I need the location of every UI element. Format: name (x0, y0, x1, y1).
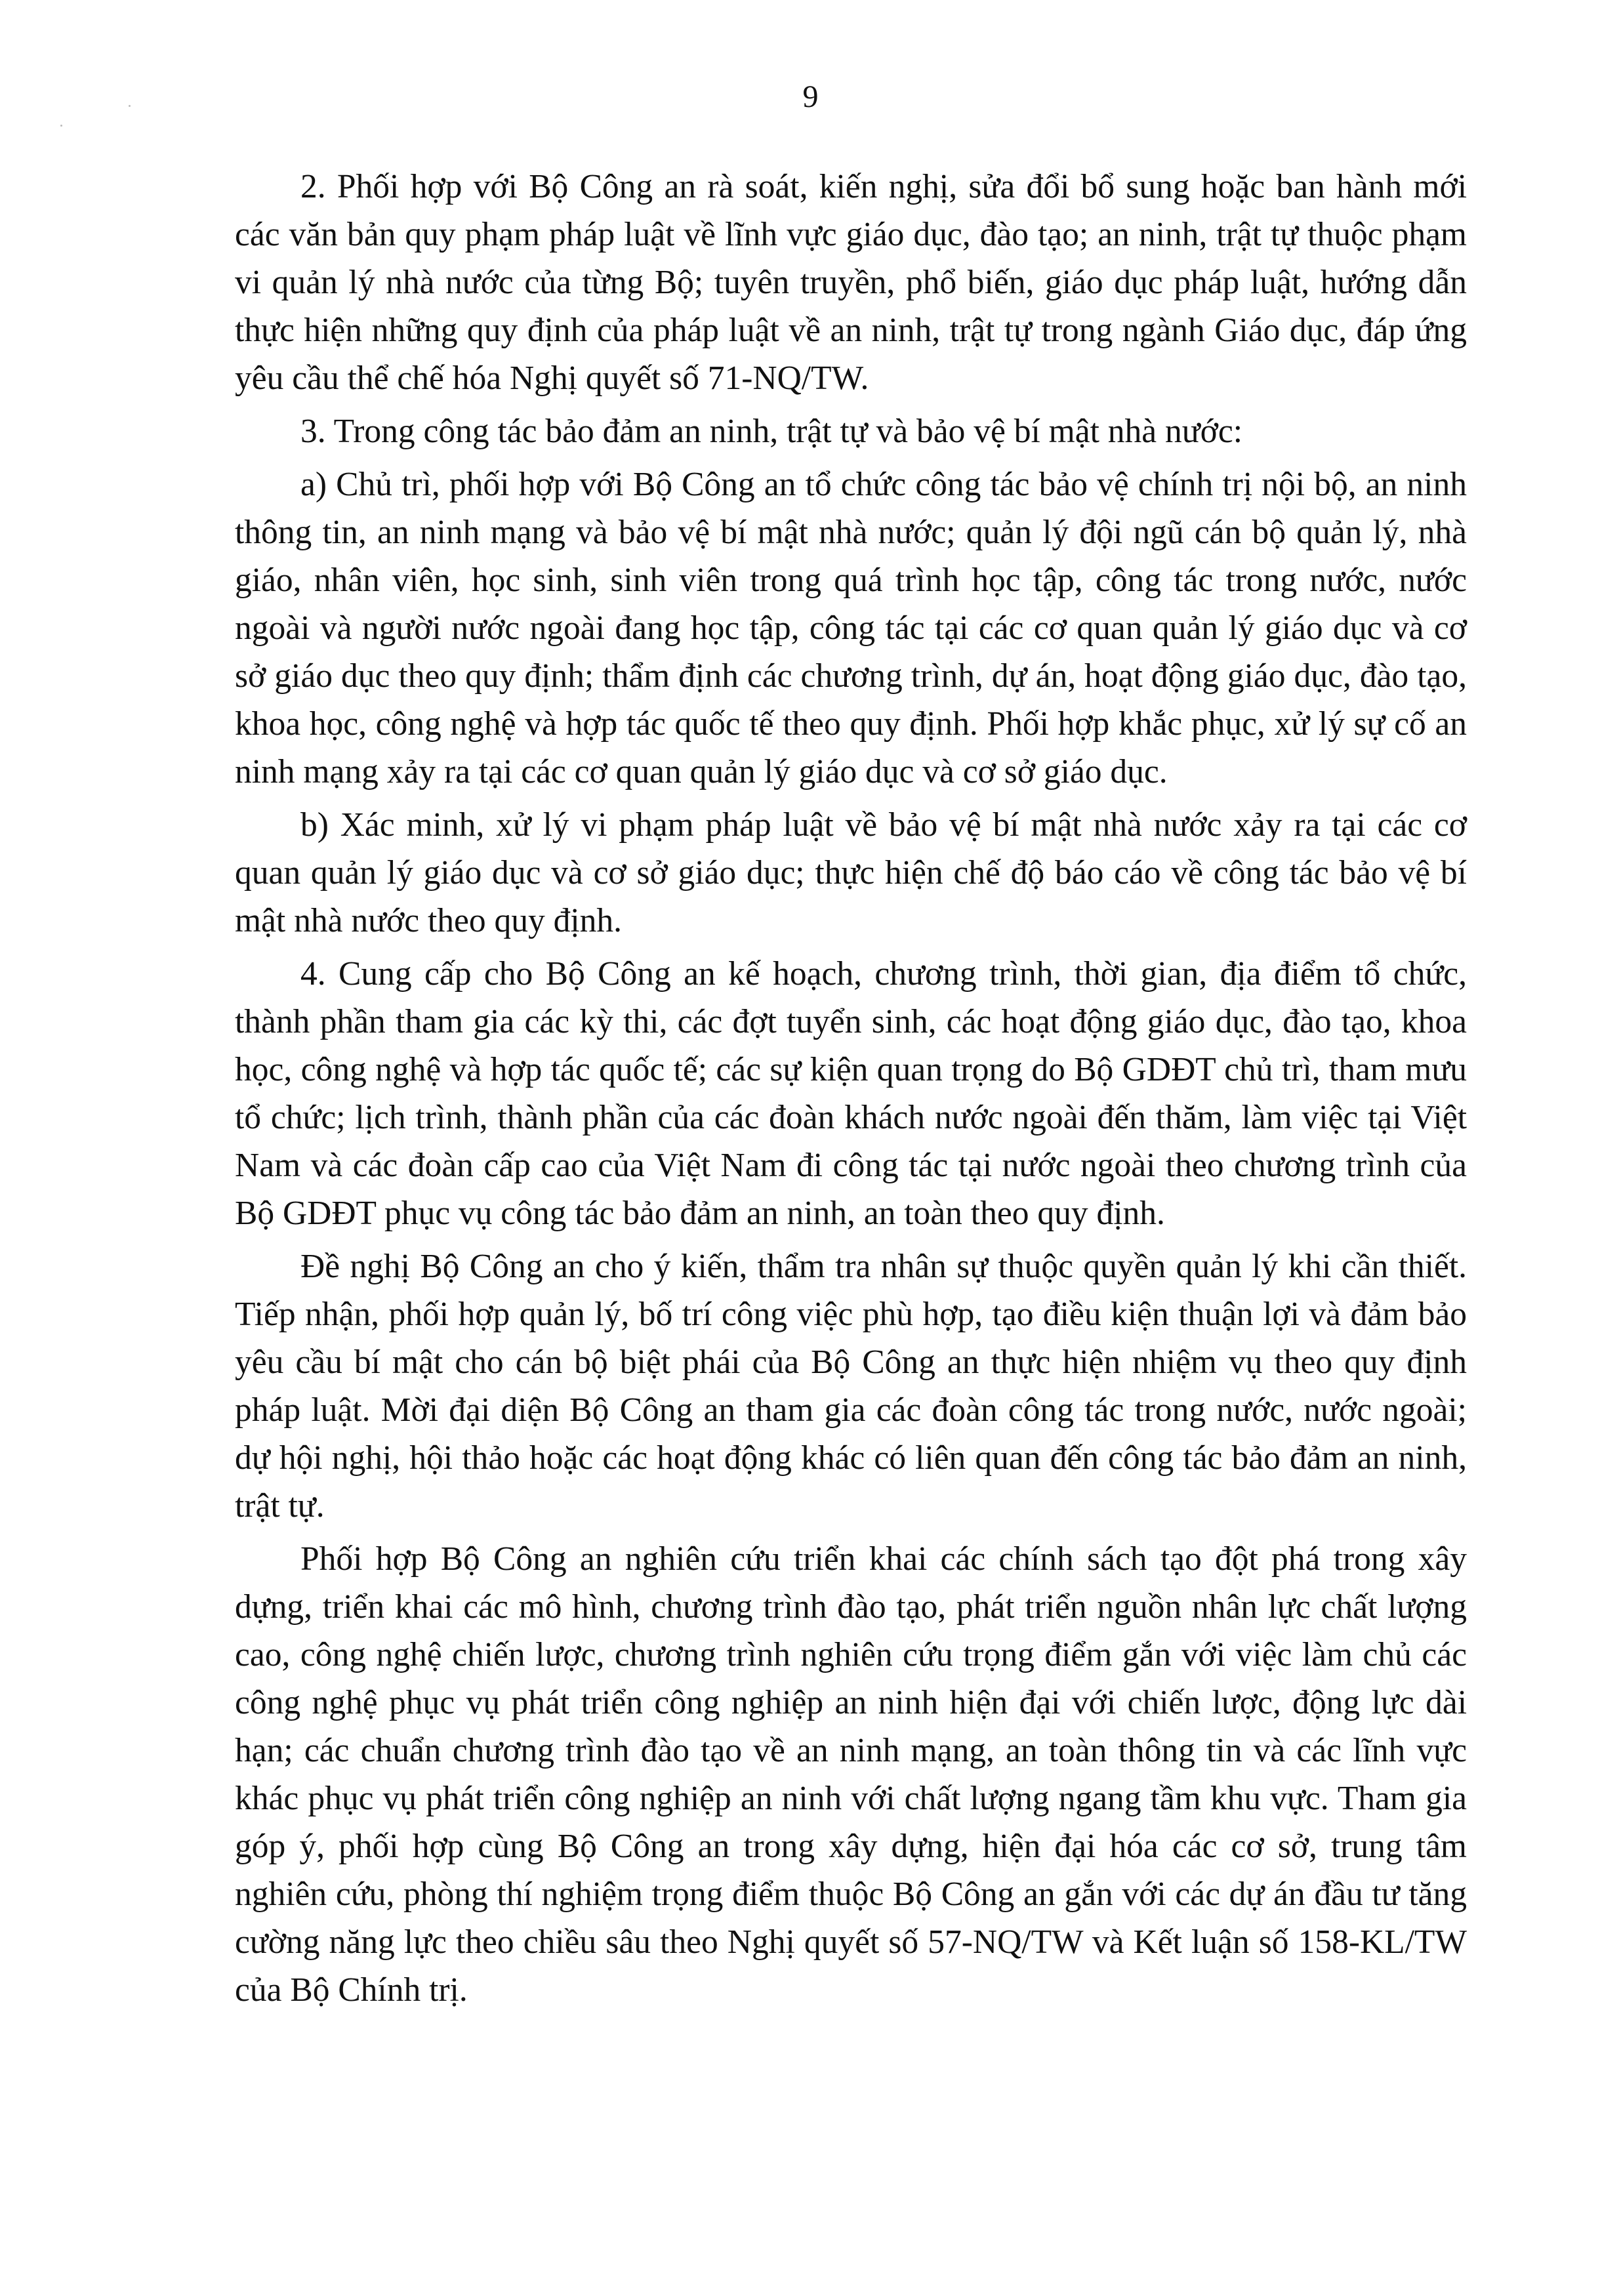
scan-speck (60, 125, 62, 127)
page-number: 9 (802, 79, 819, 114)
paragraph-request: Đề nghị Bộ Công an cho ý kiến, thẩm tra nhân sự thuộc quyền quản lý khi cần thiết. Tiếp nhận, phối hợp quản lý, bố trí công việc phù hợp, tạo điều kiện thuận lợi và đảm bảo yêu cầu bí mật cho cán bộ biệt phái của Bộ Công an thực hiện nhiệm vụ theo quy định pháp luật. Mời đại diện Bộ Công an tham gia các đoàn công tác trong nước, nước ngoài; dự hội nghị, hội thảo hoặc các hoạt động khác có liên quan đến công tác bảo đảm an ninh, trật tự. (235, 1248, 1467, 1525)
paragraph-research: Phối hợp Bộ Công an nghiên cứu triển khai các chính sách tạo đột phá trong xây dựng, triển khai các mô hình, chương trình đào tạo, phát triển nguồn nhân lực chất lượng cao, công nghệ chiến lược, chương trình nghiên cứu trọng điểm gắn với việc làm chủ các công nghệ phục vụ phát triển công nghiệp an ninh hiện đại với chiến lược, động lực dài hạn; các chuẩn chương trình đào tạo về an ninh mạng, an toàn thông tin và các lĩnh vực khác phục vụ phát triển công nghiệp an ninh với chất lượng ngang tầm khu vực. Tham gia góp ý, phối hợp cùng Bộ Công an trong xây dựng, hiện đại hóa các cơ sở, trung tâm nghiên cứu, phòng thí nghiệm trọng điểm thuộc Bộ Công an gắn với các dự án đầu tư tăng cường năng lực theo chiều sâu theo Nghị quyết số 57-NQ/TW và Kết luận số 158-KL/TW của Bộ Chính trị. (235, 1540, 1467, 2009)
paragraph-item-3: 3. Trong công tác bảo đảm an ninh, trật tự và bảo vệ bí mật nhà nước: (300, 413, 1243, 450)
paragraph-item-3b: b) Xác minh, xử lý vi phạm pháp luật về bảo vệ bí mật nhà nước xảy ra tại các cơ quan quản lý giáo dục và cơ sở giáo dục; thực hiện chế độ báo cáo về công tác bảo vệ bí mật nhà nước theo quy định. (235, 806, 1467, 939)
document-body (235, 163, 1467, 2019)
paragraph-item-4: 4. Cung cấp cho Bộ Công an kế hoạch, chương trình, thời gian, địa điểm tổ chức, thành phần tham gia các kỳ thi, các đợt tuyển sinh, các hoạt động giáo dục, đào tạo, khoa học, công nghệ và hợp tác quốc tế; các sự kiện quan trọng do Bộ GDĐT chủ trì, tham mưu tổ chức; lịch trình, thành phần của các đoàn khách nước ngoài đến thăm, làm việc tại Việt Nam và các đoàn cấp cao của Việt Nam đi công tác tại nước ngoài theo chương trình của Bộ GDĐT phục vụ công tác bảo đảm an ninh, an toàn theo quy định. (235, 955, 1467, 1232)
paragraph-item-2: 2. Phối hợp với Bộ Công an rà soát, kiến nghị, sửa đổi bổ sung hoặc ban hành mới các văn bản quy phạm pháp luật về lĩnh vực giáo dục, đào tạo; an ninh, trật tự thuộc phạm vi quản lý nhà nước của từng Bộ; tuyên truyền, phổ biến, giáo dục pháp luật, hướng dẫn thực hiện những quy định của pháp luật về an ninh, trật tự trong ngành Giáo dục, đáp ứng yêu cầu thể chế hóa Nghị quyết số 71-NQ/TW. (235, 168, 1467, 397)
paragraph-item-3a: a) Chủ trì, phối hợp với Bộ Công an tổ chức công tác bảo vệ chính trị nội bộ, an ninh thông tin, an ninh mạng và bảo vệ bí mật nhà nước; quản lý đội ngũ cán bộ quản lý, nhà giáo, nhân viên, học sinh, sinh viên trong quá trình học tập, công tác trong nước, nước ngoài và người nước ngoài đang học tập, công tác tại các cơ quan quản lý giáo dục và cơ sở giáo dục theo quy định; thẩm định các chương trình, dự án, hoạt động giáo dục, đào tạo, khoa học, công nghệ và hợp tác quốc tế theo quy định. Phối hợp khắc phục, xử lý sự cố an ninh mạng xảy ra tại các cơ quan quản lý giáo dục và cơ sở giáo dục. (235, 466, 1467, 790)
